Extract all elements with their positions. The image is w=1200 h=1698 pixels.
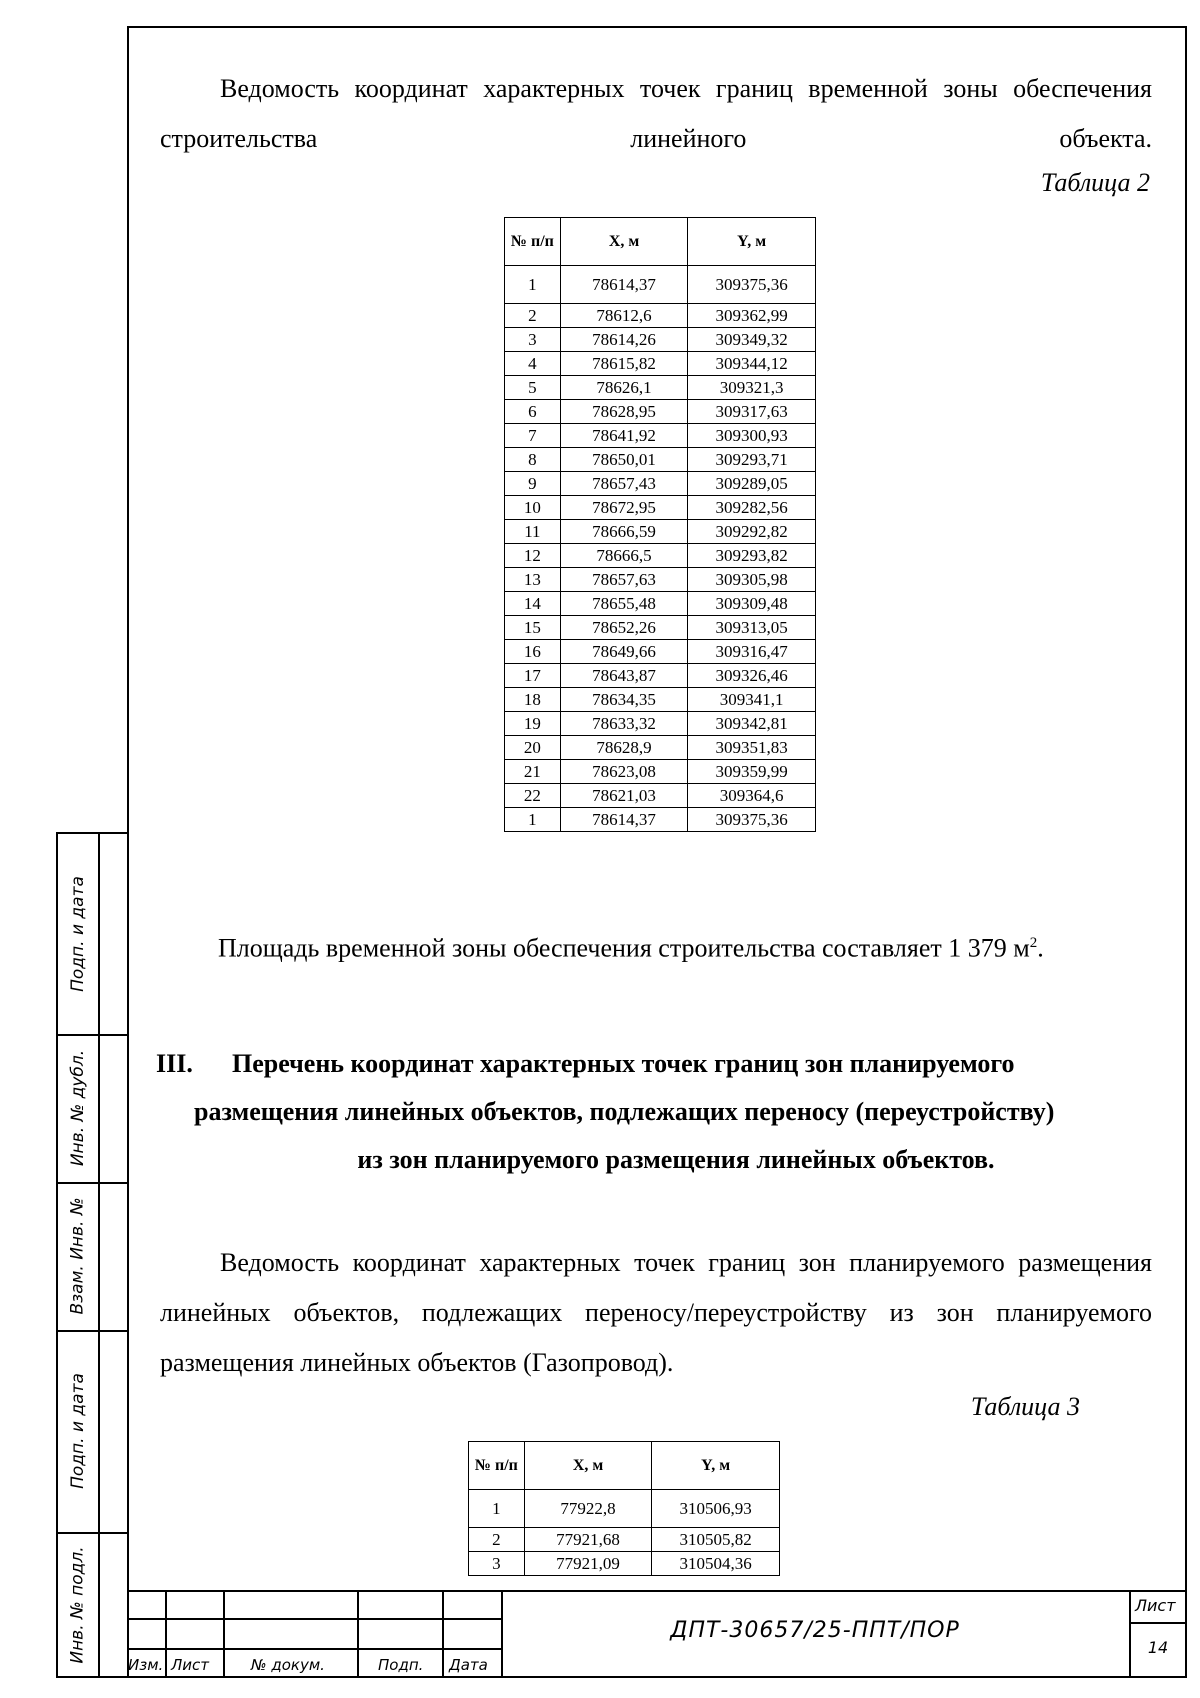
paragraph-table2-intro: Ведомость координат характерных точек границ временной зоны обеспечения строительства линейного объекта. bbox=[160, 74, 1152, 153]
cell-number: 21 bbox=[505, 760, 561, 784]
cell-number: 12 bbox=[505, 544, 561, 568]
cell-number: 2 bbox=[469, 1528, 525, 1552]
cell-y: 309300,93 bbox=[688, 424, 816, 448]
header-number: № п/п bbox=[505, 218, 561, 266]
coordinates-table-2 bbox=[504, 217, 816, 832]
table-row bbox=[505, 266, 816, 304]
cell-x: 78655,48 bbox=[560, 592, 688, 616]
cell-y: 309289,05 bbox=[688, 472, 816, 496]
cell-y: 309375,36 bbox=[688, 266, 816, 304]
cell-number: 1 bbox=[469, 1490, 525, 1528]
cell-number: 16 bbox=[505, 640, 561, 664]
cell-x: 77921,68 bbox=[524, 1528, 652, 1552]
cell-x: 78666,5 bbox=[560, 544, 688, 568]
side-label-inv-dubl: Инв. № дубл. bbox=[68, 1049, 88, 1167]
cell-x: 78634,35 bbox=[560, 688, 688, 712]
cell-y: 310504,36 bbox=[652, 1552, 780, 1576]
header-y: Y, м bbox=[652, 1442, 780, 1490]
table-row bbox=[505, 712, 816, 736]
table-row bbox=[505, 784, 816, 808]
cell-number: 8 bbox=[505, 448, 561, 472]
sheet-label: Лист bbox=[1135, 1596, 1176, 1615]
header-y: Y, м bbox=[688, 218, 816, 266]
cell-y: 309359,99 bbox=[688, 760, 816, 784]
cell-x: 78650,01 bbox=[560, 448, 688, 472]
side-label-podp-data: Подп. и дата bbox=[68, 876, 88, 992]
cell-y: 309342,81 bbox=[688, 712, 816, 736]
cell-x: 78657,43 bbox=[560, 472, 688, 496]
cell-y: 309313,05 bbox=[688, 616, 816, 640]
cell-number: 15 bbox=[505, 616, 561, 640]
cell-x: 78633,32 bbox=[560, 712, 688, 736]
cell-number: 1 bbox=[505, 266, 561, 304]
cell-number: 13 bbox=[505, 568, 561, 592]
cell-number: 10 bbox=[505, 496, 561, 520]
table-header-row bbox=[505, 218, 816, 266]
cell-number: 9 bbox=[505, 472, 561, 496]
cell-y: 310506,93 bbox=[652, 1490, 780, 1528]
header-number: № п/п bbox=[469, 1442, 525, 1490]
cell-y: 309317,63 bbox=[688, 400, 816, 424]
section-title-line3: из зон планируемого размещения линейных объектов. bbox=[357, 1145, 995, 1174]
cell-y: 309341,1 bbox=[688, 688, 816, 712]
cell-x: 78643,87 bbox=[560, 664, 688, 688]
area-end: . bbox=[1037, 933, 1044, 963]
cell-x: 78628,95 bbox=[560, 400, 688, 424]
cell-number: 22 bbox=[505, 784, 561, 808]
side-stamp-strip bbox=[56, 832, 127, 1678]
cell-x: 77921,09 bbox=[524, 1552, 652, 1576]
title-block-izm: Изм. bbox=[128, 1656, 164, 1674]
table-row bbox=[505, 352, 816, 376]
cell-number: 4 bbox=[505, 352, 561, 376]
table-row bbox=[505, 568, 816, 592]
cell-y: 309316,47 bbox=[688, 640, 816, 664]
table-row bbox=[469, 1552, 780, 1576]
cell-number: 3 bbox=[505, 328, 561, 352]
cell-y: 309305,98 bbox=[688, 568, 816, 592]
sheet-number: 14 bbox=[1147, 1638, 1169, 1657]
paragraph-table3-intro: Ведомость координат характерных точек границ зон планируемого размещения линейных объектов, подлежащих переносу/переустройству из зон планируемого размещения линейных объектов (Газопровод). bbox=[160, 1248, 1152, 1377]
section-title-line2: размещения линейных объектов, подлежащих переносу (переустройству) bbox=[194, 1097, 1055, 1126]
cell-x: 78626,1 bbox=[560, 376, 688, 400]
cell-y: 309364,6 bbox=[688, 784, 816, 808]
cell-number: 6 bbox=[505, 400, 561, 424]
title-block bbox=[127, 1590, 1187, 1678]
cell-x: 78649,66 bbox=[560, 640, 688, 664]
cell-x: 78657,63 bbox=[560, 568, 688, 592]
side-label-inv-podl: Инв. № подл. bbox=[68, 1546, 89, 1664]
table-row bbox=[469, 1528, 780, 1552]
side-label-vzam-inv: Взам. Инв. № bbox=[68, 1197, 88, 1315]
cell-y: 309351,83 bbox=[688, 736, 816, 760]
cell-number: 5 bbox=[505, 376, 561, 400]
table-row bbox=[505, 544, 816, 568]
cell-x: 78672,95 bbox=[560, 496, 688, 520]
cell-number: 17 bbox=[505, 664, 561, 688]
table-row bbox=[505, 424, 816, 448]
document-code: ДПТ-30657/25-ППТ/ПОР bbox=[670, 1618, 960, 1643]
table-row bbox=[505, 688, 816, 712]
table-row bbox=[505, 304, 816, 328]
cell-number: 1 bbox=[505, 808, 561, 832]
cell-x: 78621,03 bbox=[560, 784, 688, 808]
cell-number: 14 bbox=[505, 592, 561, 616]
header-x: X, м bbox=[524, 1442, 652, 1490]
header-x: X, м bbox=[560, 218, 688, 266]
cell-x: 77922,8 bbox=[524, 1490, 652, 1528]
title-block-data: Дата bbox=[449, 1656, 488, 1674]
cell-number: 20 bbox=[505, 736, 561, 760]
cell-y: 309349,32 bbox=[688, 328, 816, 352]
table-row bbox=[505, 616, 816, 640]
cell-y: 309375,36 bbox=[688, 808, 816, 832]
table-row bbox=[505, 736, 816, 760]
cell-number: 18 bbox=[505, 688, 561, 712]
cell-x: 78614,26 bbox=[560, 328, 688, 352]
cell-y: 309293,71 bbox=[688, 448, 816, 472]
table-row bbox=[505, 400, 816, 424]
table2-caption: Таблица 2 bbox=[1040, 168, 1150, 197]
table-row bbox=[505, 592, 816, 616]
section-title-line1: Перечень координат характерных точек границ зон планируемого bbox=[232, 1049, 1015, 1078]
table-header-row bbox=[469, 1442, 780, 1490]
coordinates-table-3 bbox=[468, 1441, 780, 1576]
table-row bbox=[505, 760, 816, 784]
cell-y: 309362,99 bbox=[688, 304, 816, 328]
cell-number: 7 bbox=[505, 424, 561, 448]
title-block-dokum: № докум. bbox=[251, 1656, 325, 1674]
table-row bbox=[505, 640, 816, 664]
area-text: Площадь временной зоны обеспечения строительства составляет 1 379 м bbox=[218, 933, 1030, 963]
cell-x: 78641,92 bbox=[560, 424, 688, 448]
table-row bbox=[469, 1490, 780, 1528]
area-statement bbox=[218, 918, 1158, 974]
table-row bbox=[505, 496, 816, 520]
table-row bbox=[505, 808, 816, 832]
cell-number: 11 bbox=[505, 520, 561, 544]
title-block-podp: Подп. bbox=[378, 1656, 424, 1674]
section-number: III. bbox=[156, 1049, 193, 1078]
cell-x: 78652,26 bbox=[560, 616, 688, 640]
cell-y: 309292,82 bbox=[688, 520, 816, 544]
side-label-podp-data-2: Подп. и дата bbox=[68, 1373, 88, 1489]
cell-number: 2 bbox=[505, 304, 561, 328]
table-row bbox=[505, 520, 816, 544]
cell-x: 78615,82 bbox=[560, 352, 688, 376]
table-row bbox=[505, 472, 816, 496]
cell-y: 309309,48 bbox=[688, 592, 816, 616]
cell-y: 310505,82 bbox=[652, 1528, 780, 1552]
section-heading bbox=[156, 1040, 1156, 1184]
table-row bbox=[505, 376, 816, 400]
cell-y: 309344,12 bbox=[688, 352, 816, 376]
area-superscript: 2 bbox=[1029, 935, 1038, 951]
cell-x: 78623,08 bbox=[560, 760, 688, 784]
cell-x: 78614,37 bbox=[560, 266, 688, 304]
table-row bbox=[505, 664, 816, 688]
cell-number: 3 bbox=[469, 1552, 525, 1576]
table3-caption: Таблица 3 bbox=[970, 1392, 1080, 1421]
cell-x: 78612,6 bbox=[560, 304, 688, 328]
cell-y: 309282,56 bbox=[688, 496, 816, 520]
cell-y: 309293,82 bbox=[688, 544, 816, 568]
cell-y: 309321,3 bbox=[688, 376, 816, 400]
title-block-list: Лист bbox=[171, 1656, 210, 1674]
table-row bbox=[505, 448, 816, 472]
cell-x: 78614,37 bbox=[560, 808, 688, 832]
cell-x: 78666,59 bbox=[560, 520, 688, 544]
cell-number: 19 bbox=[505, 712, 561, 736]
cell-y: 309326,46 bbox=[688, 664, 816, 688]
table-row bbox=[505, 328, 816, 352]
cell-x: 78628,9 bbox=[560, 736, 688, 760]
